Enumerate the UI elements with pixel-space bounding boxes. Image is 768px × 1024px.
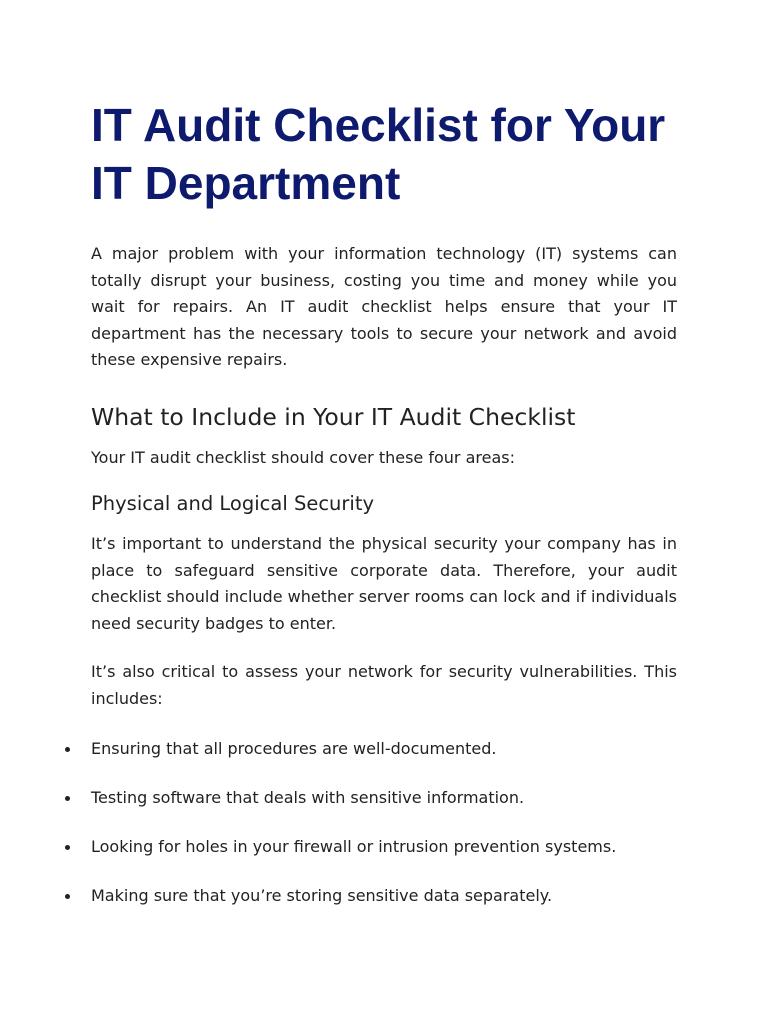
bullet-icon	[65, 894, 70, 899]
intro-paragraph: A major problem with your information technology (IT) systems can totally disrupt your business, costing you time and money while you wait for repairs. An IT audit checklist helps ensure that your IT department has the necessary tools to secure your network and avoid these expensive repairs.	[91, 244, 677, 369]
page-title: IT Audit Checklist for Your IT Department	[91, 99, 666, 209]
list-item	[91, 884, 677, 908]
bullet-icon	[65, 747, 70, 752]
list-item-text: Making sure that you’re storing sensitive data separately.	[91, 886, 553, 905]
list-item-text: Looking for holes in your firewall or intrusion prevention systems.	[91, 837, 617, 856]
document-content	[91, 96, 677, 933]
list-item-text: Ensuring that all procedures are well-documented.	[91, 739, 497, 758]
list-item-text: Testing software that deals with sensitive information.	[91, 788, 525, 807]
list-item	[91, 786, 677, 810]
list-item	[91, 737, 677, 761]
physical-security-paragraph: It’s important to understand the physical security your company has in place to safeguard sensitive corporate data. Therefore, your audit checklist should include whether server rooms can lock and if individuals need security badges to enter.	[91, 534, 677, 633]
bullet-icon	[65, 796, 70, 801]
subsection-heading: Physical and Logical Security	[91, 492, 375, 515]
bullet-icon	[65, 845, 70, 850]
list-item	[91, 835, 677, 859]
security-checklist	[91, 737, 677, 908]
section-lead-paragraph: Your IT audit checklist should cover these four areas:	[91, 447, 515, 467]
network-security-paragraph: It’s also critical to assess your network for security vulnerabilities. This includes:	[91, 662, 677, 708]
section-heading: What to Include in Your IT Audit Checklist	[91, 402, 576, 431]
